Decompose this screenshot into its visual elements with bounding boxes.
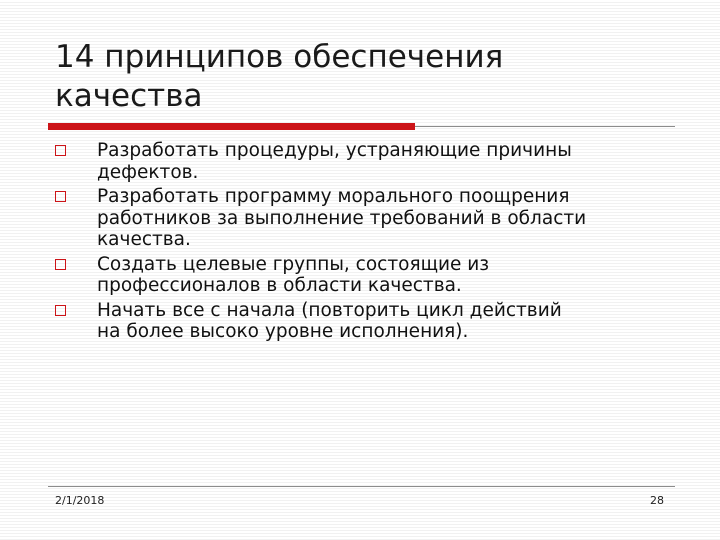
hollow-square-icon [55,305,66,316]
hollow-square-icon [55,191,66,202]
bullet-line: работников за выполнение требований в области [97,207,587,229]
bullet-line: профессионалов в области качества. [97,275,462,296]
bullet-line: Начать все с начала (повторить цикл действий [97,299,562,321]
bullet-line: качества. [97,229,191,250]
bullet-item-2 [52,186,692,251]
bullet-line: дефектов. [97,161,199,183]
bullet-line: на более высоко уровне исполнения). [97,321,469,342]
footer-date: 2/1/2018 [55,494,105,507]
title-accent-bar [48,123,415,130]
slide-title [55,38,675,116]
hollow-square-icon [55,145,66,156]
bullet-text-2 [97,186,692,251]
bullet-text-3 [97,254,692,297]
bullet-text-1 [97,140,692,183]
slide-title-line-2: качества [55,78,203,114]
bullet-line: Создать целевые группы, состоящие из [97,253,490,275]
bullet-item-4 [52,300,692,343]
slide-title-line-1: 14 принципов обеспечения [55,39,504,75]
bullet-item-1 [52,140,692,183]
bullet-line: Разработать программу морального поощрения [97,186,570,207]
bullet-item-3 [52,254,692,297]
page-number: 28 [650,494,664,507]
bullet-line: Разработать процедуры, устраняющие причины [97,140,572,161]
bullet-text-4 [97,300,692,343]
hollow-square-icon [55,259,66,270]
bullet-list [52,140,692,343]
footer-divider [48,486,675,487]
